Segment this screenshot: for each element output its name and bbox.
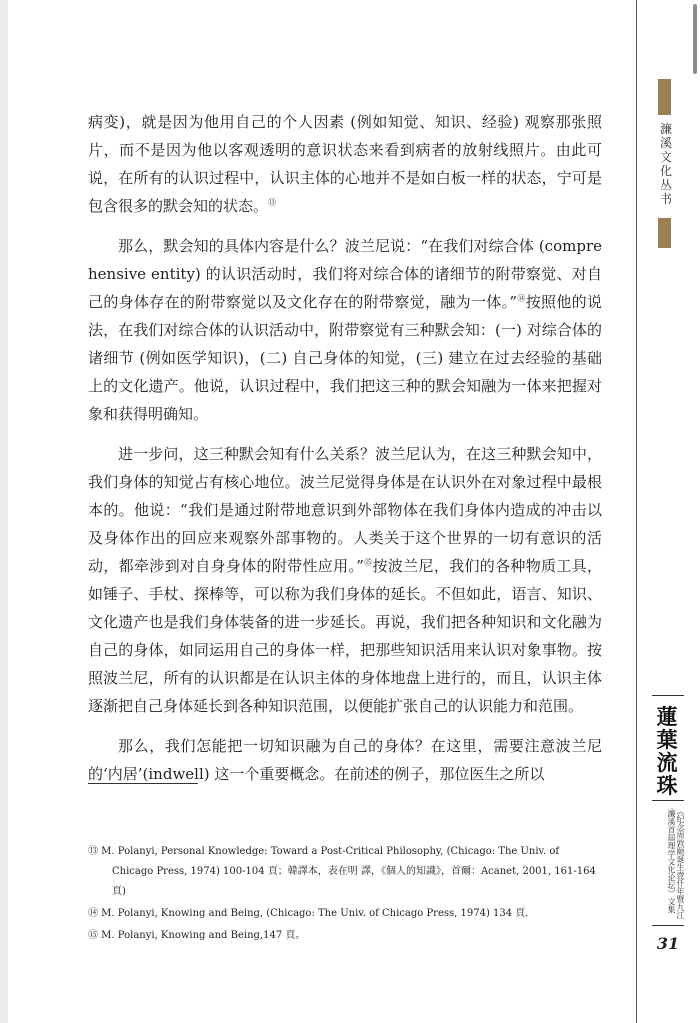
series-title: 濂溪文化丛书: [660, 122, 673, 206]
paragraph-1: 病变)，就是因为他用自己的个人因素 (例如知觉、知识、经验) 观察那张照片，而不是因为他以客观透明的意识状态来看到病者的放射线照片。由此可说，在所有的认识过程中，认识主体的心地并不是如白板一样的状态，宁可是包含很多的默会知的状态。⑬: [88, 113, 602, 215]
page-number: 31: [656, 934, 680, 953]
footnote-14: ⑭ M. Polanyi, Knowing and Being, (Chicago: The Univ. of Chicago Press, 1974) 134 頁．: [88, 908, 536, 919]
paragraph-4: 那么，我们怎能把一切知识融为自己的身体？在这里，需要注意波兰尼的‘内居’(indwell) 这一个重要概念。在前述的例子，那位医生之所以: [88, 737, 602, 783]
margin-divider: [636, 0, 637, 1023]
accent-bar-bottom: [658, 218, 671, 248]
scrollbar[interactable]: [693, 4, 697, 74]
paragraph-2: 那么，默会知的具体内容是什么？波兰尼说：“在我们对综合体 (comprehensive entity) 的认识活动时，我们将对综合体的诸细节的附带察觉、对自己的身体存在的附带察觉以及文化存在的附带察觉，融为一体。”⑭按照他的说法，在我们对综合体的认识活动中，附带察觉有三种默会知：(一) 对综合体的诸细节 (例如医学知识)，(二) 自己身体的知觉，(三) 建立在过去经验的基础上的文化遗产。他说，认识过程中，我们把这三种的默会知融为一体来把握对象和获得明确知。: [88, 237, 602, 423]
body-text: [88, 108, 602, 800]
footnote-ref-14[interactable]: ⑭: [517, 294, 526, 303]
sidebar-rule-bottom: [652, 925, 684, 926]
collection-subtitle: 《纪念周敦颐诞生壹仟年暨九江·濂溪首届理学文化论坛》文集: [667, 807, 685, 919]
footnote-ref-15[interactable]: ⑮: [363, 558, 373, 567]
accent-bar-top: [658, 79, 671, 115]
paragraph-3: 进一步问，这三种默会知有什么关系？波兰尼认为，在这三种默会知中，我们身体的知觉占有核心地位。波兰尼觉得身体是在认识外在对象过程中最根本的。他说：“我们是通过附带地意识到外部物体在我们身体内造成的冲击以及身体作出的回应来观察外部事物的。人类关于这个世界的一切有意识的活动，都牵涉到对自身身体的附带性应用。”⑮按波兰尼，我们的各种物质工具，如锤子、手杖、探棒等，可以称为我们身体的延长。不但如此，语言、知识、文化遗产也是我们身体装备的进一步延长。再说，我们把各种知识和文化融为自己的身体，如同运用自己的身体一样，把那些知识活用来认识对象事物。按照波兰尼，所有的认识都是在认识主体的身体地盘上进行的，而且，认识主体逐渐把自己身体延长到各种知识范围，以便能扩张自己的认识能力和范围。: [88, 445, 603, 715]
footnote-15: ⑮ M. Polanyi, Knowing and Being,147 頁。: [88, 930, 306, 941]
left-page-edge: [0, 0, 8, 1023]
footnotes: [88, 842, 603, 948]
sidebar-rule-top: [652, 695, 684, 696]
calligraphy-title: 蓮葉流珠: [656, 704, 678, 798]
footnote-ref-13[interactable]: ⑬: [268, 198, 277, 207]
footnote-separator: [88, 783, 198, 784]
footnote-13: ⑬ M. Polanyi, Personal Knowledge: Toward a Post-Critical Philosophy, (Chicago: The Univ. of Chicago Press, 1974) 100-104 頁；韓譯本，表在明 譯，《個人的知識》，首爾：Acanet, 2001, 161-164 頁): [88, 846, 596, 897]
sidebar-rule-middle: [652, 800, 684, 801]
